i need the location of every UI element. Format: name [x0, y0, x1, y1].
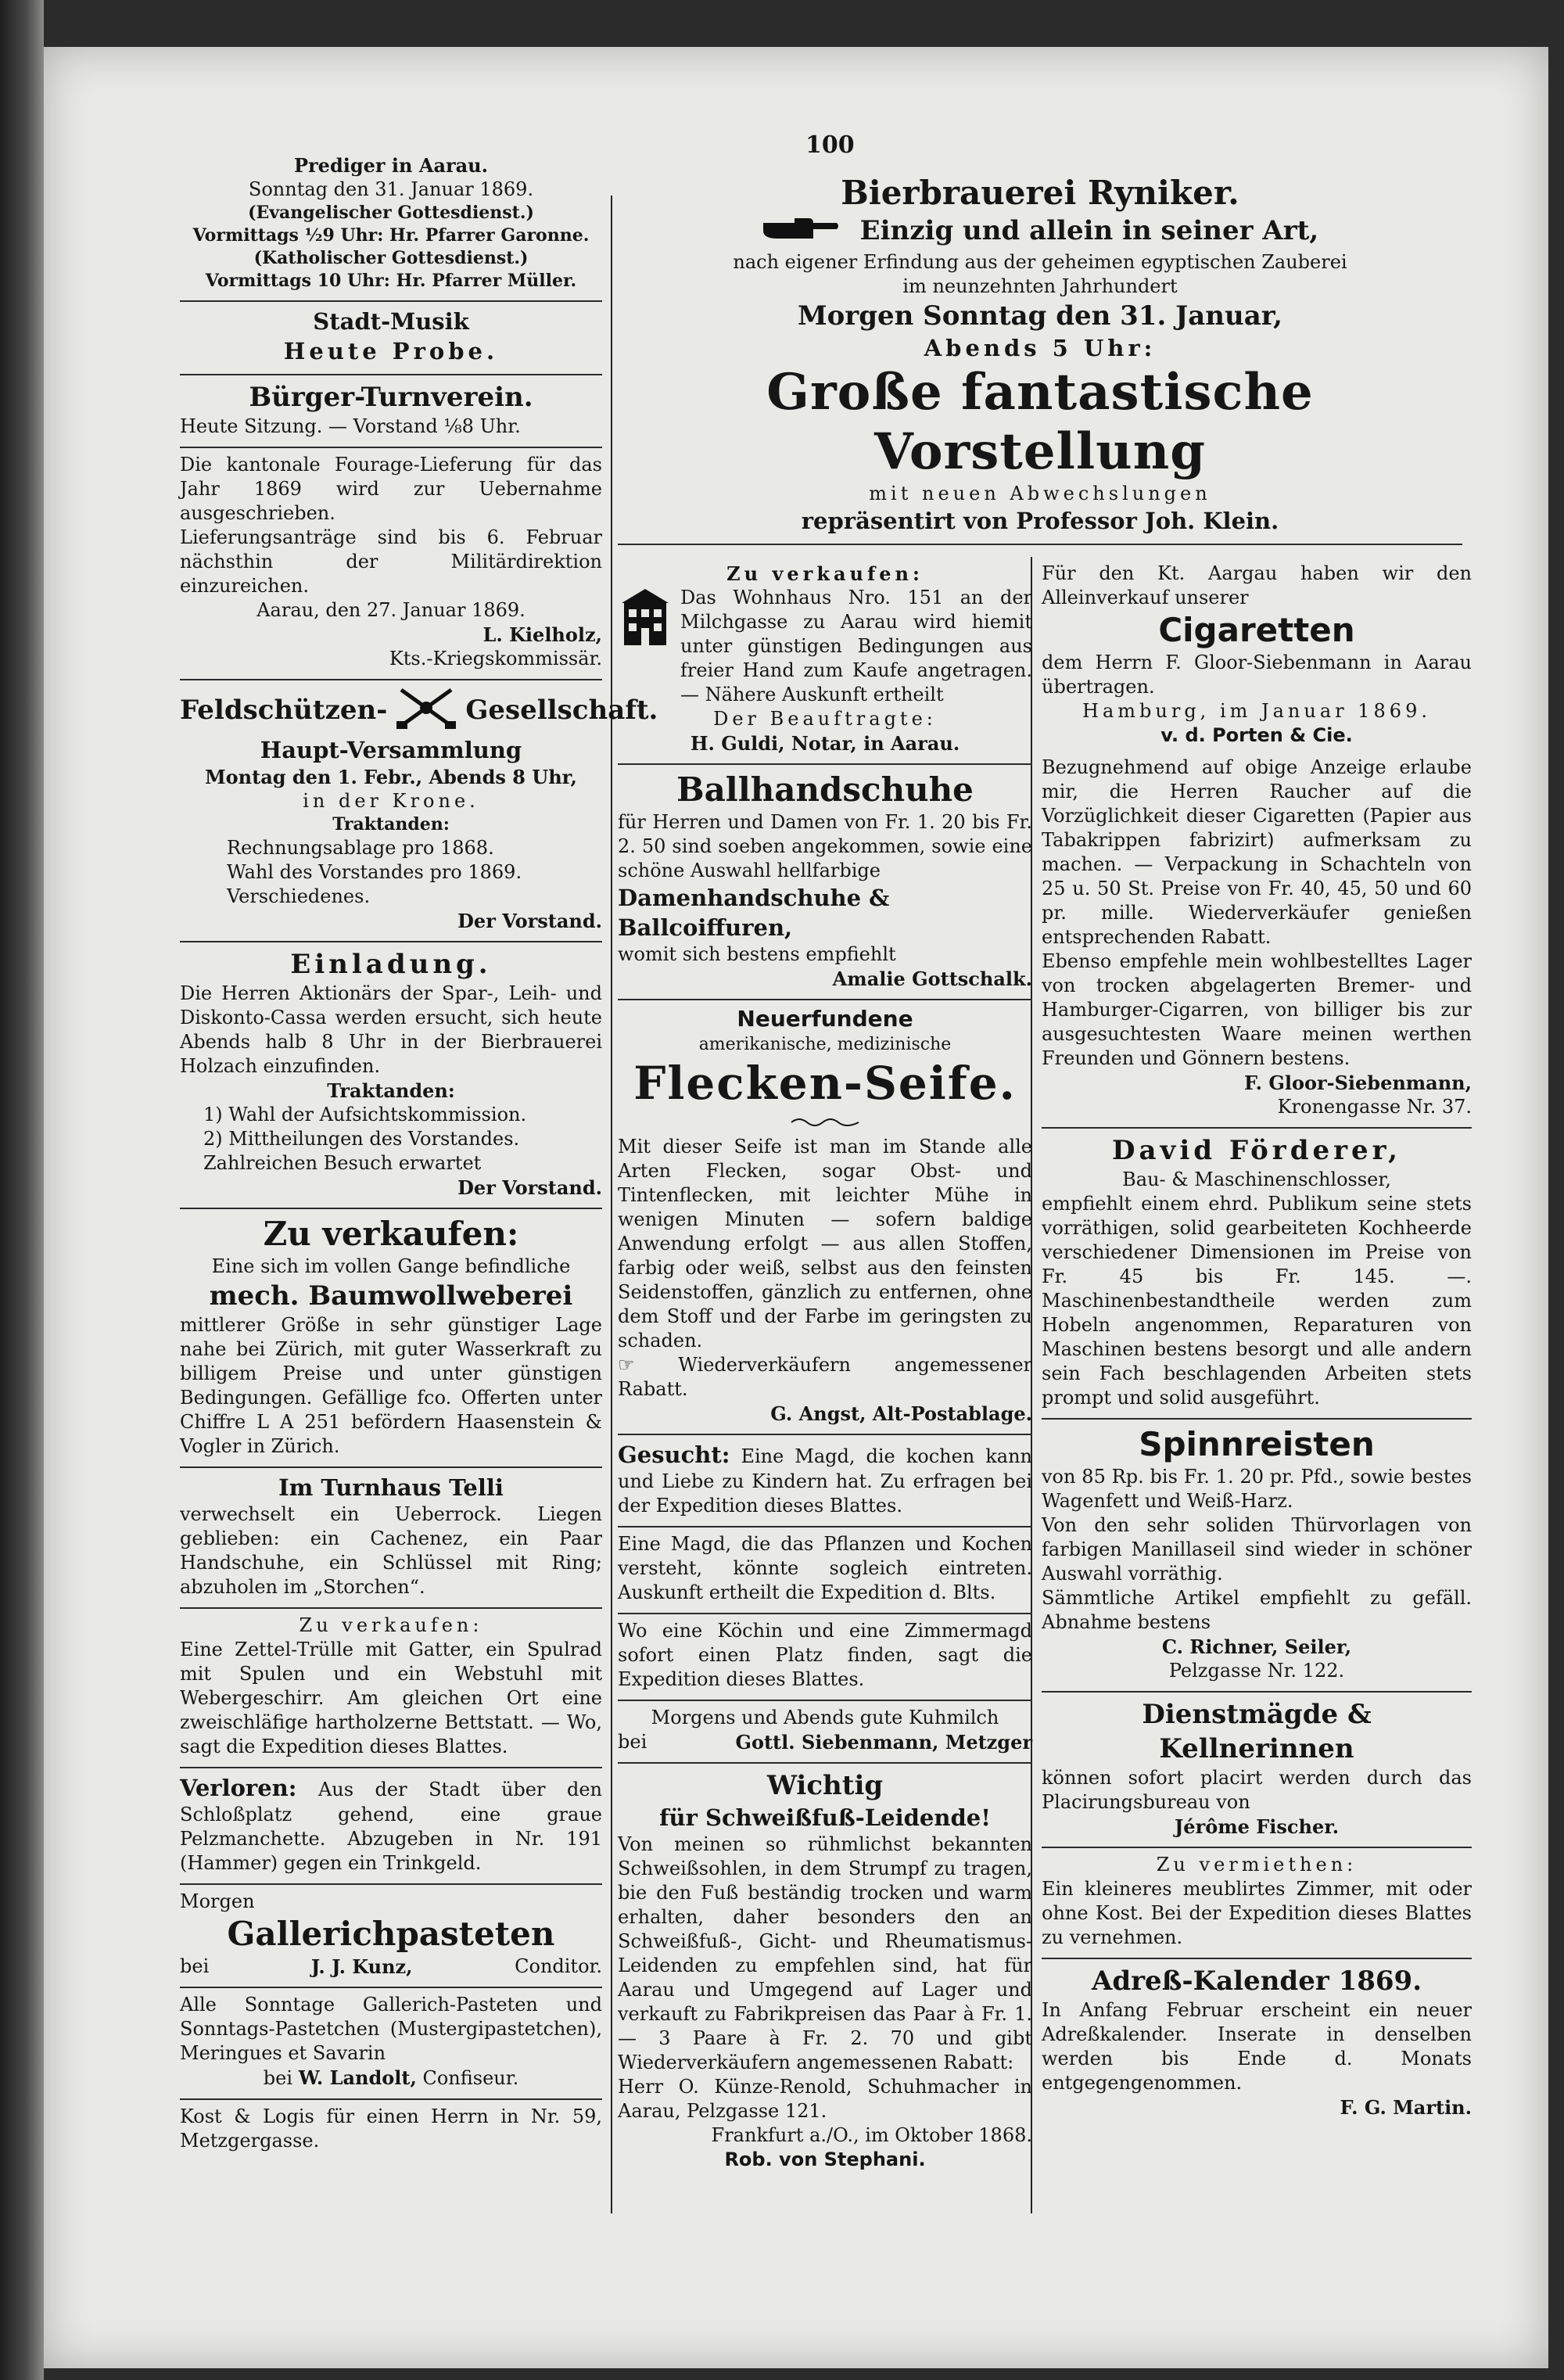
ad-magd1 — [618, 1435, 1032, 1527]
ad-verkaufen-truelle — [180, 1609, 602, 1768]
stadtmusik-title: Stadt-Musik — [313, 308, 469, 335]
prediger-line3: (Katholischer Gottesdienst.) — [253, 248, 529, 268]
column-rule-left — [611, 196, 612, 2213]
page-edge-shadow — [0, 0, 44, 2380]
feldschuetzen-tr: Traktanden: — [332, 814, 450, 835]
ad-stadtmusik — [180, 302, 602, 375]
ad-ryniker — [618, 168, 1462, 545]
foerderer-text: empfiehlt einem ehrd. Publikum seine stets vorräthigen, solid gearbeiteten Kochheerde verschiedener Dimensionen im Preise von Fr. 45 bis Fr. 145. —. Maschinenbestandtheile werden zum Hobeln angenommen, Reparaturen von Maschinen bestens besorgt und alle andern sein Fach beschlagenden Arbeiten stets prompt und solid ausgeführt. — [1042, 1193, 1472, 1409]
ad-adress — [1042, 1959, 1472, 2127]
wichtig-agent: Herr O. Künze-Renold, Schuhmacher in Aarau, Pelzgasse 121. — [618, 2076, 1032, 2122]
magd1-text: Eine Magd, die kochen kann und Liebe zu Kindern hat. Zu erfragen bei der Expedition dieses Blattes. — [618, 1445, 1032, 1517]
cigaretten-intro: Für den Kt. Aargau haben wir den Alleinverkauf unserer — [1042, 562, 1472, 608]
pointing-hand-icon — [762, 215, 840, 250]
prediger-title: Prediger in Aarau. — [293, 154, 488, 177]
ball-text: für Herren und Damen von Fr. 1. 20 bis Fr. 2. 50 sind soeben angekommen, sowie eine schöne Auswahl hellfarbige — [618, 811, 1032, 881]
fourage-text: Die kantonale Fourage-Lieferung für das Jahr 1869 wird zur Uebernahme ausgeschrieben. — [180, 454, 602, 524]
einladung-tr: Traktanden: — [327, 1079, 455, 1102]
ad-cigaretten — [1042, 557, 1472, 1129]
spinn-text2: Von den sehr soliden Thürvorlagen von farbigen Manillaseil sind wieder in schöner Auswahl vorräthig. — [1042, 1514, 1472, 1585]
crossed-rifles-icon — [395, 685, 457, 735]
einladung-item-1: 1) Wahl der Aufsichtskommission. — [203, 1104, 527, 1125]
prediger-line4: Vormittags 10 Uhr: Hr. Pfarrer Müller. — [205, 271, 577, 291]
feldschuetzen-title-right: Gesellschaft. — [465, 695, 658, 726]
ball-bold: Damenhandschuhe & Ballcoiffuren, — [618, 885, 890, 941]
turnverein-line: Heute Sitzung. — Vorstand ⅛8 Uhr. — [180, 415, 521, 437]
verloren-label: Verloren: — [180, 1775, 297, 1801]
cigaretten-title: Cigaretten — [1158, 611, 1355, 649]
feldschuetzen-when: Montag den 1. Febr., Abends 8 Uhr, — [205, 766, 577, 788]
wichtig-text: Von meinen so rühmlichst bekannten Schweißsohlen, in dem Strumpf zu tragen, bie den Fuß beständig trocken und warm erhalten, daher besonders den an Schweißfuß-, Gicht- und Rheumatismus-Leidenden zu empfehlen sind, hat für Aarau und Umgegend auf Lager und verkauft zu Fabrikpreisen das Paar à Fr. 1. — 3 Paare à Fr. 2. 70 und gibt Wiederverkäufern angemessenen Rabatt: — [618, 1833, 1032, 2073]
ad-magd2 — [618, 1527, 1032, 1614]
landolt-bei: bei — [263, 2067, 293, 2089]
wichtig-date: Frankfurt a./O., im Oktober 1868. — [711, 2124, 1032, 2146]
foerderer-sub: Bau- & Maschinenschlosser, — [1122, 1168, 1391, 1190]
landolt-text: Alle Sonntage Gallerich-Pasteten und Sonntags-Pastetchen (Mustergipastetchen), Meringues et Savarin — [180, 1994, 602, 2064]
ad-spinn — [1042, 1420, 1472, 1693]
ad-fourage — [180, 448, 602, 680]
verkaufen2-title: Zu verkaufen: — [299, 1614, 483, 1636]
ad-verloren — [180, 1768, 602, 1885]
ad-wichtig — [618, 1764, 1032, 2180]
gallerie-title: Gallerichpasteten — [227, 1915, 555, 1953]
ad-wohnhaus — [618, 557, 1032, 765]
cigaretten-sig: v. d. Porten & Cie. — [1160, 724, 1353, 746]
spinn-text: von 85 Rp. bis Fr. 1. 20 pr. Pfd., sowie bestes Wagenfett und Weiß-Harz. — [1042, 1466, 1472, 1512]
ad-dienst — [1042, 1693, 1472, 1848]
ball-sig: Amalie Gottschalk. — [832, 967, 1032, 990]
magd2-text: Eine Magd, die das Pflanzen und Kochen versteht, könnte sogleich eintreten. Auskunft ertheilt die Expedition d. Blts. — [618, 1533, 1032, 1603]
page-number: 100 — [805, 131, 855, 159]
gallerie-role: Conditor. — [515, 1955, 602, 1977]
stadtmusik-sub: Heute Probe. — [283, 338, 499, 364]
ad-kost — [180, 2100, 602, 2161]
ad-turnverein — [180, 375, 602, 448]
cigaretten-text: Bezugnehmend auf obige Anzeige erlaube mir, die Herren Raucher auf die Vorzüglichkeit dieser Cigaretten (Papier aus Tabakrippen fabrizirt) aufmerksam zu machen. — Verpackung in Schachteln von 25 u. 50 St. Preise von Fr. 40, 45, 50 und 60 pr. mille. Wiederverkäufer genießen entsprechenden Rabatt. — [1042, 756, 1472, 948]
seife-text: Mit dieser Seife ist man im Stande alle Arten Flecken, sogar Obst- und Tintenflecken, mit leichter Mühe in wenigen Minuten — sofern baldige Anwendung erfolgt — aus allen Stoffen, farbig oder weiß, selbst aus den feinsten Seidenstoffen, gänzlich zu entfernen, ohne dem Stoff und der Farbe im geringsten zu schaden. — [618, 1136, 1032, 1352]
gallerie-bei: bei — [180, 1955, 210, 1977]
turnhaus-text: verwechselt ein Ueberrock. Liegen geblieben: ein Cachenez, ein Paar Handschuhe, ein Schlüssel mit Ring; abzuholen im „Storchen“. — [180, 1503, 602, 1598]
verloren-text: Aus der Stadt über den Schloßplatz gehend, eine graue Pelzmanchette. Abzugeben in Nr. 191 (Hammer) gegen ein Trinkgeld. — [180, 1779, 602, 1874]
verkaufen2-text: Eine Zettel-Trülle mit Gatter, ein Spulrad mit Spulen und ein Webstuhl mit Webergeschirr. Am gleichen Ort eine zweischläfige hartholzerne Bettstatt. — Wo, sagt die Expedition dieses Blattes. — [180, 1639, 602, 1757]
einladung-title: Einladung. — [290, 949, 492, 980]
wichtig-sig: Rob. von Stephani. — [724, 2148, 926, 2170]
ryniker-l1: nach eigener Erfindung aus der geheimen egyptischen Zauberei — [733, 250, 1347, 273]
einladung-closing: Zahlreichen Besuch erwartet — [203, 1152, 482, 1174]
spinn-sig: C. Richner, Seiler, — [1161, 1635, 1352, 1658]
gallerie-name: J. J. Kunz, — [310, 1955, 413, 1978]
verkaufen-title: Zu verkaufen: — [263, 1215, 519, 1253]
vermiethen-title: Zu vermiethen: — [1156, 1854, 1358, 1876]
column-a — [180, 149, 658, 2161]
ad-turnhaus — [180, 1468, 602, 1609]
dienst-text: können sofort placirt werden durch das Placirungsbureau von — [1042, 1767, 1472, 1813]
fourage-date: Aarau, den 27. Januar 1869. — [256, 599, 526, 621]
kost-text: Kost & Logis für einen Herrn in Nr. 59, Metzgergasse. — [180, 2105, 602, 2152]
column-b-header — [618, 168, 1462, 545]
verkaufen-l2: mech. Baumwollweberei — [209, 1280, 573, 1312]
kuhmilch-bei: bei — [618, 1731, 647, 1753]
wichtig-title: Wichtig — [766, 1770, 884, 1801]
ad-prediger — [180, 149, 602, 302]
seife-dealers: Wiederverkäufern angemessener Rabatt. — [618, 1354, 1032, 1400]
wohnhaus-title: Zu verkaufen: — [726, 562, 924, 585]
ryniker-l4: Abends 5 Uhr: — [924, 334, 1157, 361]
feldschuetzen-where: in der Krone. — [303, 790, 479, 812]
prediger-date: Sonntag den 31. Januar 1869. — [248, 178, 534, 200]
ad-verkaufen-weberei — [180, 1209, 602, 1468]
spinn-text3: Sämmtliche Artikel empfiehlt zu gefäll. Abnahme bestens — [1042, 1587, 1472, 1633]
ad-kuhmilch — [618, 1701, 1032, 1764]
feldschuetzen-item-2: Wahl des Vorstandes pro 1869. — [227, 861, 522, 883]
dienst-sig: Jérôme Fischer. — [1174, 1815, 1340, 1838]
adress-sig: F. G. Martin. — [1340, 2096, 1472, 2119]
spinn-title: Spinnreisten — [1139, 1425, 1375, 1463]
ball-rec: womit sich bestens empfiehlt — [618, 943, 896, 965]
landolt-name: W. Landolt, — [298, 2066, 417, 2089]
ad-foerderer — [1042, 1129, 1472, 1420]
feldschuetzen-item-1: Rechnungsablage pro 1868. — [227, 837, 494, 859]
ryniker-l2: im neunzehnten Jahrhundert — [902, 275, 1178, 297]
wohnhaus-text: Das Wohnhaus Nro. 151 an der Milchgasse zu Aarau wird hiemit unter günstigen Bedingungen aus freier Hand zum Kaufe angetragen. — Nähere Auskunft ertheilt — [680, 587, 1032, 705]
cigaretten-text2: Ebenso empfehle mein wohlbestelltes Lager von trocken abgelagerten Bremer- und Hamburger-Cigarren, von billiger bis zur ausgesuchtesten Waare meinen werthen Freunden und Gönnern bestens. — [1042, 950, 1472, 1069]
ryniker-l3: Morgen Sonntag den 31. Januar, — [797, 300, 1283, 332]
wichtig-sub: für Schweißfuß-Leidende! — [659, 1804, 991, 1831]
ad-feldschuetzen — [180, 680, 658, 942]
ryniker-slogan: Einzig und allein in seiner Art, — [859, 215, 1319, 246]
ryniker-big: Große fantastische Vorstellung — [766, 362, 1314, 481]
seife-sig: G. Angst, Alt-Postablage. — [770, 1402, 1032, 1425]
kuhmilch-sig: Gottl. Siebenmann, Metzger — [735, 1731, 1032, 1754]
dienst-title: Dienstmägde & Kellnerinnen — [1142, 1699, 1372, 1764]
cigaretten-addr: Kronengasse Nr. 37. — [1277, 1096, 1472, 1118]
fourage-sig1: L. Kielholz, — [482, 623, 602, 646]
ornament-icon — [618, 1111, 1032, 1135]
fourage-text2: Lieferungsanträge sind bis 6. Februar nächsthin der Militärdirektion einzureichen. — [180, 526, 602, 597]
koechin-text: Wo eine Köchin und eine Zimmermagd sofort einen Platz finden, sagt die Expedition dieses Blattes. — [618, 1620, 1032, 1690]
turnverein-title: Bürger-Turnverein. — [249, 382, 533, 413]
vermiethen-text: Ein kleineres meublirtes Zimmer, mit oder ohne Kost. Bei der Expedition dieses Blattes zu vernehmen. — [1042, 1878, 1472, 1948]
pointing-hand-small-icon: ☞ — [618, 1354, 635, 1376]
prediger-line1: (Evangelischer Gottesdienst.) — [248, 203, 534, 223]
ryniker-l6: repräsentirt von Professor Joh. Klein. — [801, 507, 1279, 534]
ad-landolt — [180, 1988, 602, 2100]
fourage-sig2: Kts.-Kriegskommissär. — [389, 648, 602, 669]
seife-title: Flecken-Seife. — [633, 1057, 1017, 1110]
ad-seife — [618, 1000, 1032, 1435]
ad-einladung — [180, 942, 602, 1209]
ad-gallerie — [180, 1885, 602, 1988]
house-icon — [618, 586, 673, 707]
magd1-label: Gesucht: — [618, 1441, 730, 1468]
adress-text: In Anfang Februar erscheint ein neuer Adreßkalender. Inserate in denselben werden bis Ende d. Monats entgegengenommen. — [1042, 1999, 1472, 2094]
verkaufen-text: mittlerer Größe in sehr günstiger Lage nahe bei Zürich, mit guter Wasserkraft zu billigem Preise und unter günstigen Bedingungen. Gefällige fco. Offerten unter Chiffre L A 251 befördern Haasenstein & Vogler in Zürich. — [180, 1314, 602, 1457]
ad-vermiethen — [1042, 1848, 1472, 1959]
cigaretten-sig2: F. Gloor-Siebenmann, — [1244, 1072, 1472, 1094]
einladung-sig: Der Vorstand. — [457, 1176, 602, 1199]
ball-title: Ballhandschuhe — [676, 770, 974, 809]
kuhmilch-l1: Morgens und Abends gute Kuhmilch — [651, 1707, 999, 1728]
cigaretten-date: Hamburg, im Januar 1869. — [1082, 700, 1431, 722]
feldschuetzen-item-3: Verschiedenes. — [227, 885, 371, 907]
wohnhaus-sig: H. Guldi, Notar, in Aarau. — [690, 732, 960, 755]
feldschuetzen-meeting: Haupt-Versammlung — [260, 737, 522, 763]
column-b — [618, 557, 1032, 2180]
column-c — [1032, 557, 1472, 2127]
ad-ball — [618, 765, 1032, 1000]
wohnhaus-role: Der Beauftragte: — [713, 708, 937, 730]
foerderer-title: David Förderer, — [1112, 1135, 1401, 1166]
adress-title: Adreß-Kalender 1869. — [1091, 1965, 1422, 1997]
verkaufen-l1: Eine sich im vollen Gange befindliche — [211, 1255, 571, 1277]
feldschuetzen-sig: Der Vorstand. — [457, 910, 602, 932]
gallerie-l1: Morgen — [180, 1890, 255, 1912]
spinn-addr: Pelzgasse Nr. 122. — [1168, 1660, 1345, 1682]
landolt-role: Confiseur. — [422, 2067, 519, 2089]
seife-l1: Neuerfundene — [737, 1006, 913, 1032]
ad-koechin — [618, 1614, 1032, 1701]
ryniker-l5: mit neuen Abwechslungen — [869, 482, 1211, 504]
feldschuetzen-title-left: Feldschützen- — [180, 695, 388, 726]
einladung-item-2: 2) Mittheilungen des Vorstandes. — [203, 1128, 520, 1150]
prediger-line2: Vormittags ½9 Uhr: Hr. Pfarrer Garonne. — [192, 225, 590, 246]
ryniker-title: Bierbrauerei Ryniker. — [841, 174, 1239, 212]
einladung-text: Die Herren Aktionärs der Spar-, Leih- und Diskonto-Cassa werden ersucht, sich heute Abends halb 8 Uhr in der Bierbrauerei Holzach einzufinden. — [180, 982, 602, 1077]
cigaretten-t2: dem Herrn F. Gloor-Siebenmann in Aarau übertragen. — [1042, 652, 1472, 698]
turnhaus-title: Im Turnhaus Telli — [278, 1474, 504, 1501]
seife-l2: amerikanische, medizinische — [698, 1035, 952, 1054]
